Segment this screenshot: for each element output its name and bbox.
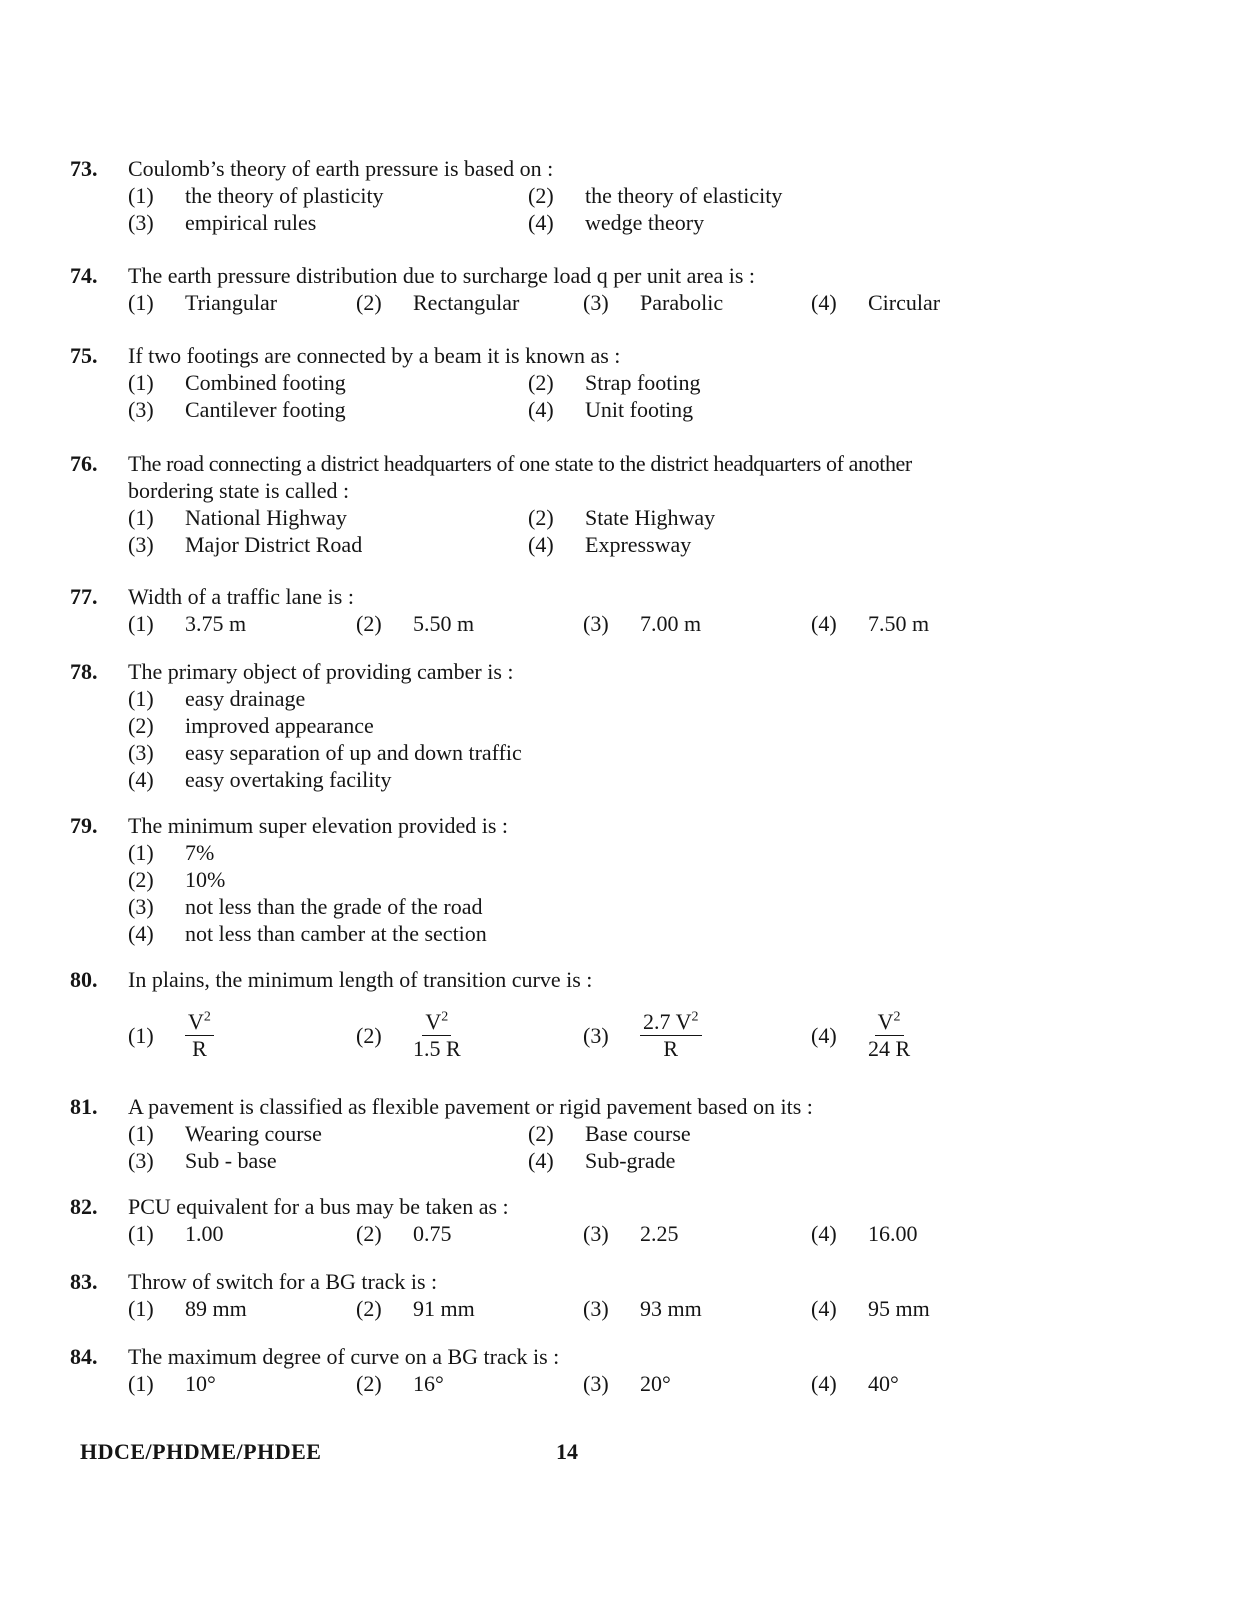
option-4: (4) 95 mm [811,1296,930,1321]
option-2: (2) Base course [528,1121,691,1146]
option-3: (3) Cantilever footing [128,397,346,422]
option-4: (4) wedge theory [528,210,705,235]
option-3: (3) 2.25 [583,1221,679,1246]
question-81 [70,1093,1180,1174]
options [128,839,1180,947]
option-2: (2) 91 mm [356,1296,475,1321]
option-2: (2) improved appearance [128,713,374,738]
option-1: (1) 10° [128,1371,216,1396]
option-4: (4) Expressway [528,532,692,557]
option-1: (1) Combined footing [128,370,346,395]
options [128,1370,1180,1397]
question-number: 75. [70,343,98,368]
question-stem: The earth pressure distribution due to surcharge load q per unit area is : [128,263,756,288]
option-1: (1) 3.75 m [128,611,247,636]
question-number: 74. [70,263,98,288]
option-2: (2) State Highway [528,505,716,530]
option-1: (1) National Highway [128,505,347,530]
question-73 [70,155,1180,236]
option-4: (4) easy overtaking facility [128,767,392,792]
option-3: (3) 7.00 m [583,611,702,636]
question-number: 81. [70,1094,98,1119]
question-74 [70,262,1180,316]
question-stem: The primary object of providing camber is : [128,659,514,684]
option-3: (3) not less than the grade of the road [128,894,483,919]
question-79 [70,812,1180,947]
option-3: (3) Major District Road [128,532,363,557]
option-3: (3) easy separation of up and down traffic [128,740,522,765]
question-80 [70,966,1180,1067]
question-78 [70,658,1180,793]
question-stem: PCU equivalent for a bus may be taken as : [128,1194,509,1219]
question-stem: If two footings are connected by a beam it is known as : [128,343,621,368]
formula-fraction: $\frac{2.7 V^2}{R}$ [640,1009,702,1062]
question-77 [70,583,1180,637]
question-number: 76. [70,451,98,476]
question-number: 73. [70,156,98,181]
option-3: (3) 20° [583,1371,671,1396]
options [128,1295,1180,1322]
option-1: (1) 1.00 [128,1221,224,1246]
formula-fraction: $\frac{V^2}{1.5 R}$ [413,1009,461,1061]
option-2: (2) 10% [128,867,226,892]
option-2: (2) Strap footing [528,370,701,395]
option-1: (1) 89 mm [128,1296,247,1321]
option-3: (3) empirical rules [128,210,317,235]
options [128,1009,1180,1067]
option-3: (3) Sub - base [128,1148,277,1173]
question-stem: The maximum degree of curve on a BG track is : [128,1344,560,1369]
option-2: (2) the theory of elasticity [528,183,783,208]
option-4: (4) Sub-grade [528,1148,676,1173]
question-75 [70,342,1180,423]
option-1: (1) Wearing course [128,1121,322,1146]
question-83 [70,1268,1180,1322]
question-number: 84. [70,1344,98,1369]
formula-fraction: $\frac{V^2}{24 R}$ [868,1009,911,1061]
options [128,1220,1180,1247]
question-stem: Coulomb’s theory of earth pressure is based on : [128,156,554,181]
option-1: (1) 7% [128,840,215,865]
option-4: (4) 40° [811,1371,899,1396]
question-stem: Throw of switch for a BG track is : [128,1269,438,1294]
options [128,610,1180,637]
question-number: 78. [70,659,98,684]
option-1: (1) easy drainage [128,686,306,711]
option-2: (2) Rectangular [356,290,520,315]
option-2: (2) $\frac{V^2}{1.5 R}$ [356,1009,461,1061]
question-84 [70,1343,1180,1397]
question-stem: A pavement is classified as flexible pavement or rigid pavement based on its : [128,1094,813,1119]
option-4: (4) Unit footing [528,397,694,422]
options [128,1120,1180,1174]
options [128,182,1180,236]
options [128,504,1180,558]
option-1: (1) the theory of plasticity [128,183,384,208]
question-number: 83. [70,1269,98,1294]
question-number: 80. [70,967,98,992]
question-76 [70,450,1180,558]
option-1: (1) $\frac{V^2}{R}$ [128,1009,214,1062]
question-stem: The road connecting a district headquarters of one state to the district headquarters of another [128,451,912,476]
question-stem: The minimum super elevation provided is : [128,813,509,838]
question-number: 79. [70,813,98,838]
question-number: 82. [70,1194,98,1219]
option-4: (4) 16.00 [811,1221,918,1246]
options [128,289,1180,316]
options [128,369,1180,423]
question-stem: In plains, the minimum length of transition curve is : [128,967,593,992]
option-1: (1) Triangular [128,290,278,315]
question-number: 77. [70,584,98,609]
option-3: (3) $\frac{2.7 V^2}{R}$ [583,1009,702,1062]
option-3: (3) Parabolic [583,290,724,315]
question-82 [70,1193,1180,1247]
option-4: (4) 7.50 m [811,611,930,636]
option-4: (4) $\frac{V^2}{24 R}$ [811,1009,911,1061]
option-2: (2) 16° [356,1371,444,1396]
formula-fraction: $\frac{V^2}{R}$ [185,1009,214,1062]
option-3: (3) 93 mm [583,1296,702,1321]
option-2: (2) 0.75 [356,1221,452,1246]
option-2: (2) 5.50 m [356,611,475,636]
question-stem-line-2: bordering state is called : [128,478,350,503]
question-stem: Width of a traffic lane is : [128,584,354,609]
paper-code: HDCE/PHDME/PHDEE [80,1439,322,1464]
page-number: 14 [556,1439,578,1464]
options [128,685,1180,793]
option-4: (4) not less than camber at the section [128,921,487,946]
option-4: (4) Circular [811,290,941,315]
